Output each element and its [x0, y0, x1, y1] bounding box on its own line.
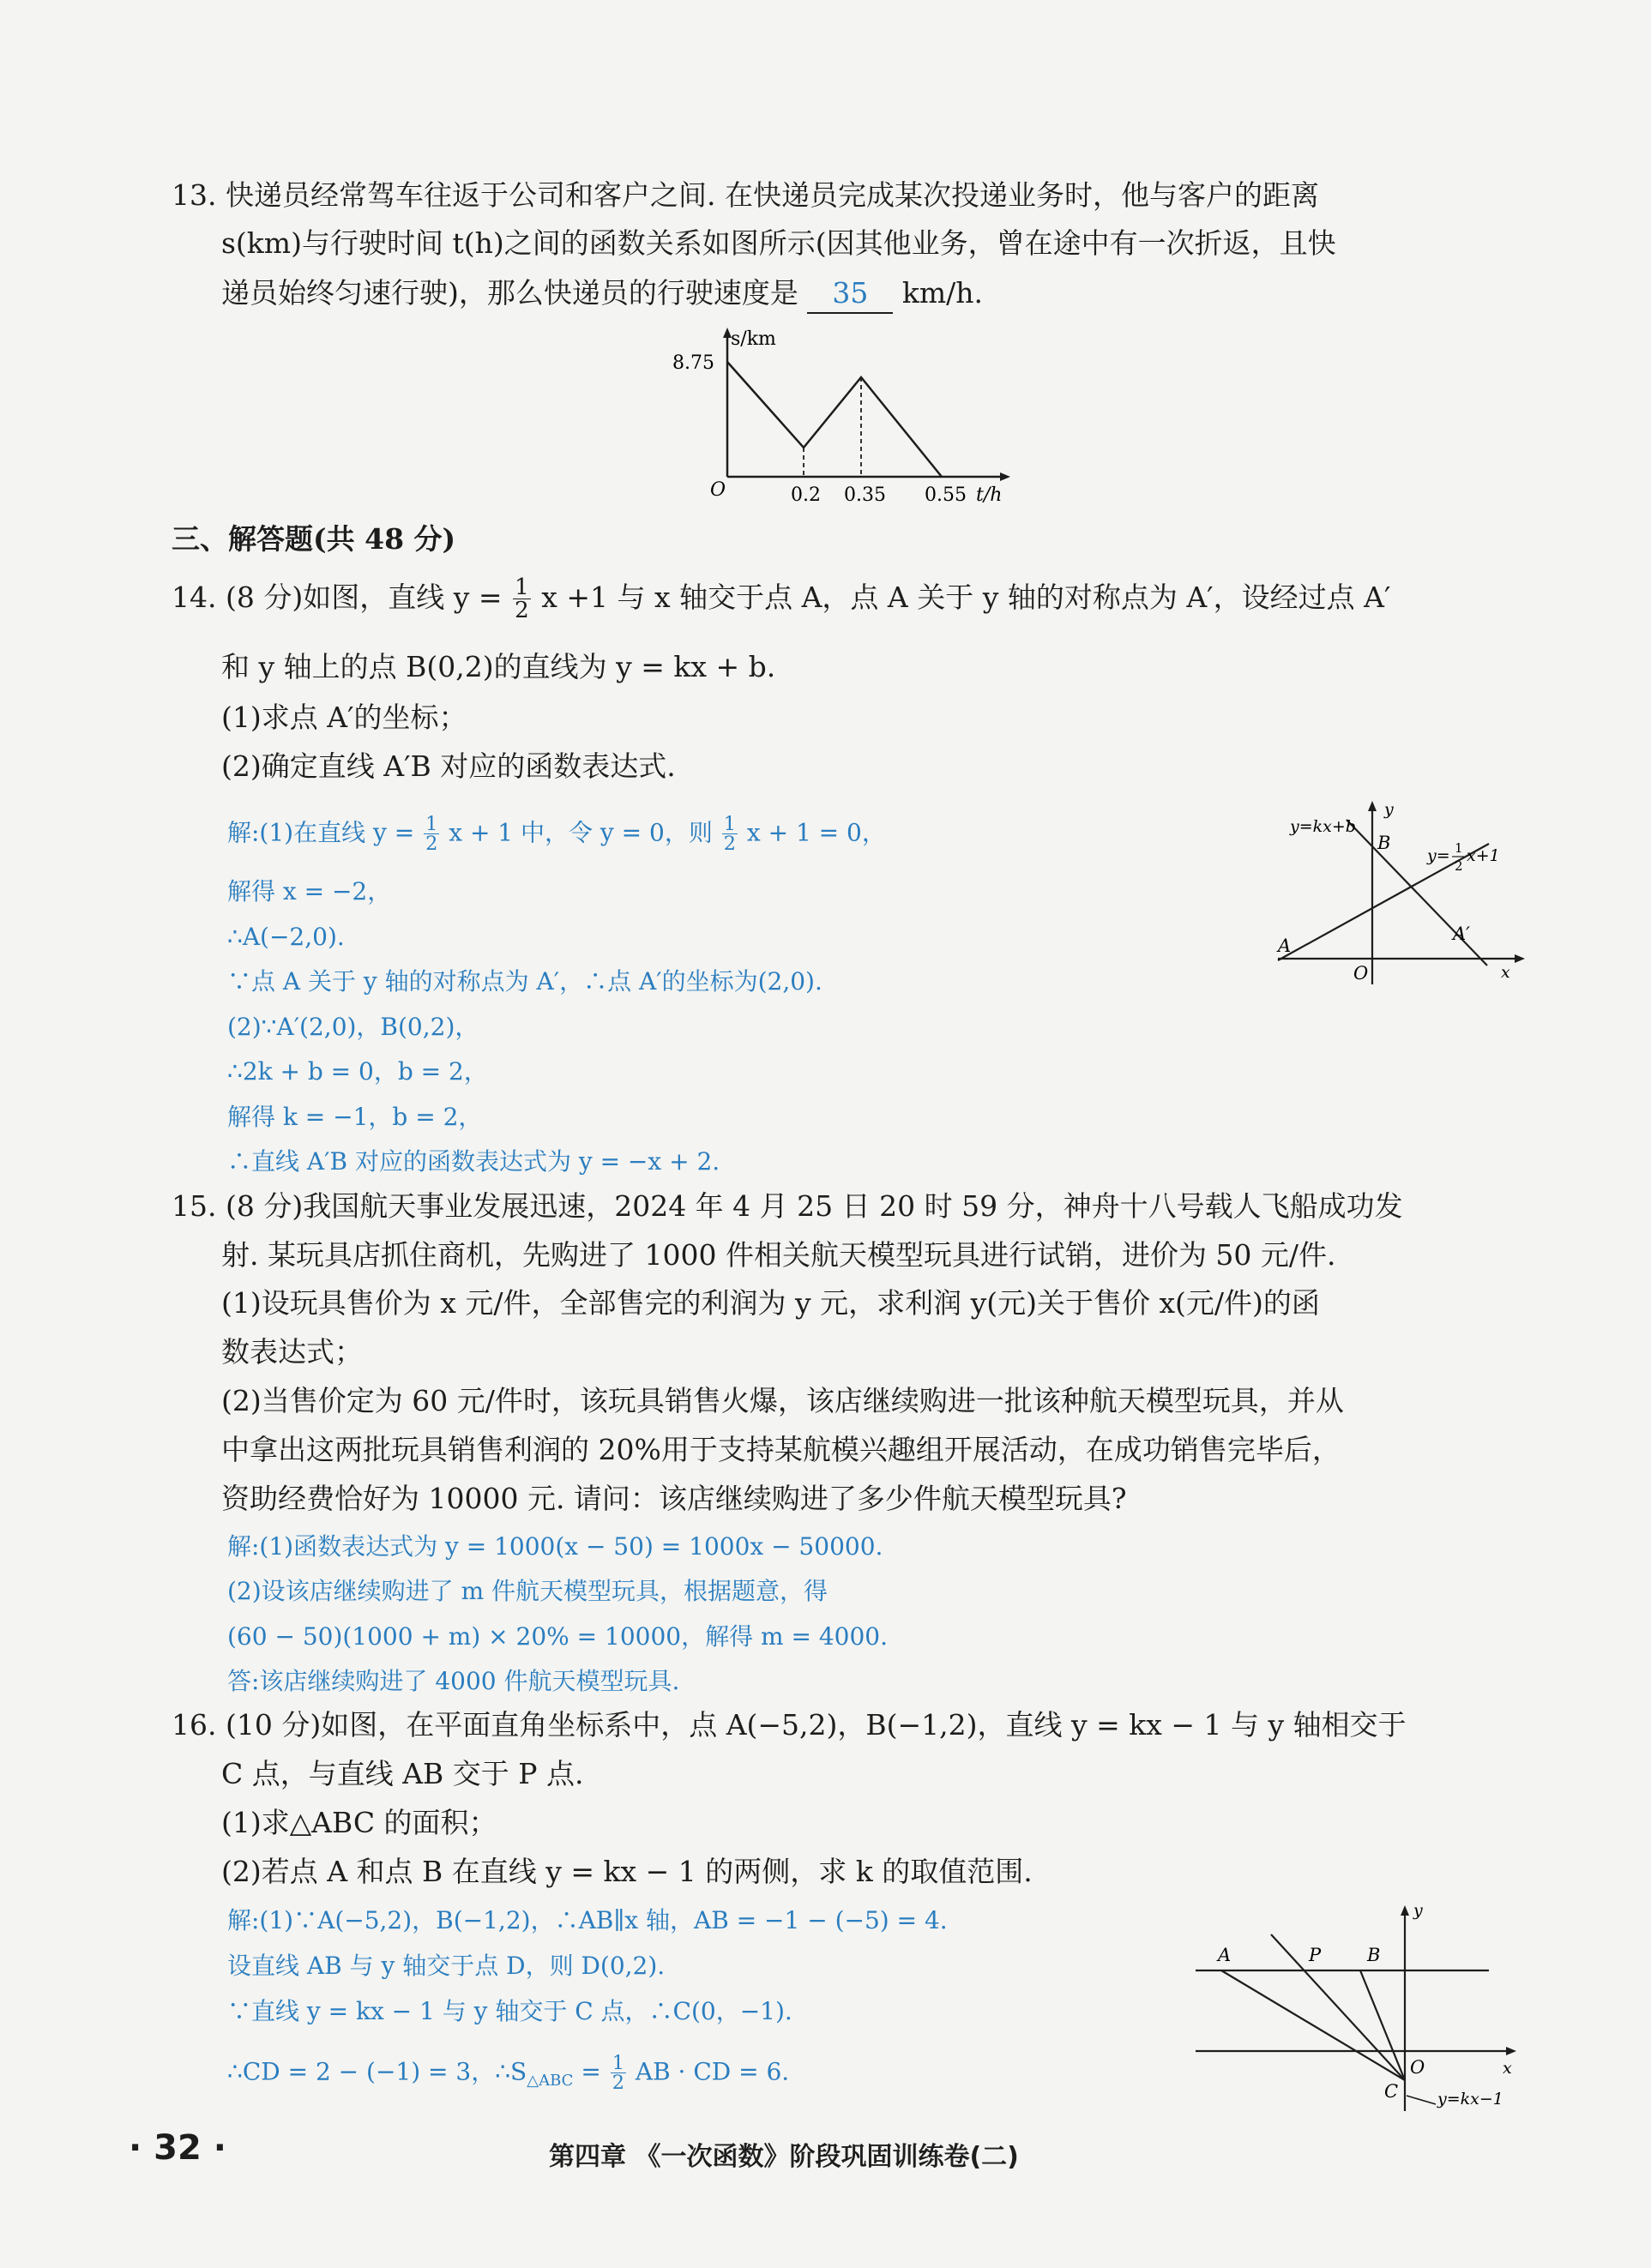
q14-label-y: y [1384, 800, 1394, 819]
q14-sol3: ∴A(−2,0). [227, 923, 345, 951]
page-number: · 32 · [129, 2128, 226, 2168]
q13-line1: 13. 快递员经常驾车往返于公司和客户之间. 在快递员完成某次投递业务时，他与客户的距离 [172, 178, 1319, 212]
q14-line1-pre: 14. (8 分)如图，直线 y = [172, 580, 503, 614]
q14-label-line2-num: 1 [1455, 840, 1463, 856]
q14-sol1-b: x + 1 中，令 y = 0，则 [449, 818, 713, 847]
q13-answer: 35 [807, 274, 893, 314]
q15-sol3: (60 − 50)(1000 + m) × 20% = 10000，解得 m = 4000. [227, 1622, 888, 1651]
q13-distance-line [727, 362, 942, 477]
q15-line5: (2)当售价定为 60 元/件时，该玩具销售火爆，该店继续购进一批该种航天模型玩具，并从 [221, 1384, 1344, 1417]
q14-sol1-frac2 [722, 815, 738, 854]
q14-sol4: ∵点 A 关于 y 轴的对称点为 A′，∴点 A′的坐标为(2,0). [227, 967, 822, 996]
chapter-title: 第四章 《一次函数》阶段巩固训练卷(二) [549, 2142, 1019, 2172]
q14-label-O: O [1353, 963, 1369, 984]
q14-sol5: (2)∵A′(2,0)，B(0,2)， [227, 1013, 479, 1041]
q14-sol1-c: x + 1 = 0， [746, 818, 886, 847]
q16-line-label: y=kx−1 [1437, 2090, 1503, 2109]
q14-y-arrow [1368, 801, 1377, 811]
q14-sol6: ∴2k + b = 0，b = 2， [227, 1057, 488, 1086]
q14-sol1 [227, 815, 886, 854]
q14-sol1-frac1-num: 1 [425, 813, 438, 835]
q14-label-line2-den: 2 [1455, 858, 1463, 874]
q16-label-x: x [1503, 2059, 1512, 2078]
q13-line2: s(km)与行驶时间 t(h)之间的函数关系如图所示(因其他业务，曾在途中有一次折返，且快 [221, 226, 1336, 260]
q14-line1 [172, 576, 1391, 623]
q13-x-tick-0: 0.2 [791, 484, 821, 506]
q16-sol1: 解:(1)∵A(−5,2)，B(−1,2)，∴AB∥x 轴，AB = −1 − (−5) = 4. [227, 1906, 948, 1934]
q14-graph [1269, 796, 1544, 993]
q14-label-line2-pre: y= [1427, 846, 1450, 865]
q16-label-A: A [1218, 1945, 1232, 1965]
q16-sol4 [227, 2054, 789, 2097]
q16-sol4-frac-den: 2 [612, 2072, 624, 2095]
q15-sol1: 解:(1)函数表达式为 y = 1000(x − 50) = 1000x − 50000. [227, 1532, 883, 1561]
q16-sol4-c: AB · CD = 6. [635, 2057, 790, 2086]
q13-line3 [221, 274, 983, 314]
q16-line-label-pointer [1407, 2096, 1436, 2104]
q13-y-label: s/km [731, 328, 776, 350]
q16-part2: (2)若点 A 和点 B 在直线 y = kx − 1 的两侧，求 k 的取值范围. [221, 1855, 1033, 1888]
q14-sol1-frac2-den: 2 [723, 833, 736, 856]
q16-line1: 16. (10 分)如图，在平面直角坐标系中，点 A(−5,2)，B(−1,2)，直线 y = kx − 1 与 y 轴相交于 [172, 1708, 1407, 1742]
q13-x-tick-2: 0.55 [925, 484, 967, 506]
q15-line7: 资助经费恰好为 10000 元. 请问：该店继续购进了多少件航天模型玩具? [221, 1482, 1127, 1515]
q14-x-arrow [1515, 954, 1525, 963]
q14-sol1-frac2-num: 1 [723, 813, 736, 835]
q14-label-x: x [1501, 963, 1510, 982]
q15-line1: 15. (8 分)我国航天事业发展迅速，2024 年 4 月 25 日 20 时 59 分，神舟十八号载人飞船成功发 [172, 1189, 1403, 1223]
q14-sol7: 解得 k = −1，b = 2， [227, 1103, 483, 1131]
q16-x-arrow [1506, 2047, 1516, 2055]
section-3-title: 三、解答题(共 48 分) [172, 522, 456, 556]
q15-line3: (1)设玩具售价为 x 元/件，全部售完的利润为 y 元，求利润 y(元)关于售价 x(元/件)的函 [221, 1286, 1320, 1320]
q14-line2: 和 y 轴上的点 B(0,2)的直线为 y = kx + b. [221, 650, 776, 683]
q16-line2: C 点，与直线 AB 交于 P 点. [221, 1757, 584, 1790]
q16-graph [1192, 1897, 1535, 2120]
q13-y-tick: 8.75 [672, 352, 714, 374]
q16-part1: (1)求△ABC 的面积； [221, 1806, 497, 1839]
q13-x-label: t/h [976, 484, 1003, 506]
q14-label-line2-post: x+1 [1467, 846, 1500, 865]
q16-sol3: ∵直线 y = kx − 1 与 y 轴交于 C 点，∴C(0，−1). [227, 1997, 792, 2025]
q14-frac-num: 1 [514, 574, 529, 600]
q16-sol4-b: = [581, 2057, 601, 2086]
q14-sol1-frac1-den: 2 [425, 833, 438, 856]
q16-sol2: 设直线 AB 与 y 轴交于点 D，则 D(0,2). [227, 1952, 666, 1980]
q13-line3-post: km/h. [901, 276, 984, 310]
q16-label-C: C [1384, 2081, 1399, 2102]
q16-label-O: O [1410, 2057, 1425, 2078]
q13-origin: O [710, 479, 726, 501]
q13-graph [669, 324, 1029, 513]
q15-line6: 中拿出这两批玩具销售利润的 20%用于支持某航模兴趣组开展活动，在成功销售完毕后， [221, 1433, 1341, 1466]
q13-line3-pre: 递员始终匀速行驶)，那么快递员的行驶速度是 [221, 276, 798, 310]
q14-sol8: ∴直线 A′B 对应的函数表达式为 y = −x + 2. [227, 1147, 720, 1176]
q16-y-arrow [1401, 1905, 1409, 1916]
q15-sol2: (2)设该店继续购进了 m 件航天模型玩具，根据题意，得 [227, 1577, 829, 1605]
q16-sol4-sub: △ABC [527, 2072, 574, 2090]
q14-label-B: B [1377, 833, 1391, 853]
q16-sol4-frac [611, 2054, 626, 2093]
q13-x-tick-1: 0.35 [844, 484, 886, 506]
q16-line-kx-minus-1 [1271, 1934, 1405, 2080]
q15-sol4: 答:该店继续购进了 4000 件航天模型玩具. [227, 1667, 680, 1695]
q14-part1: (1)求点 A′的坐标； [221, 701, 467, 734]
q16-label-y: y [1413, 1901, 1423, 1920]
q14-frac-den: 2 [514, 597, 529, 624]
q16-line-BC [1360, 1970, 1405, 2080]
q14-label-line1: y=kx+b [1290, 817, 1356, 836]
q16-sol4-frac-num: 1 [612, 2052, 624, 2074]
q14-part2: (2)确定直线 A′B 对应的函数表达式. [221, 749, 676, 783]
q16-line-AC [1221, 1970, 1405, 2080]
q16-sol4-a: ∴CD = 2 − (−1) = 3，∴S [227, 2057, 527, 2086]
q14-sol2: 解得 x = −2， [227, 877, 392, 905]
q14-sol1-frac1 [424, 815, 439, 854]
q14-label-A: A [1278, 935, 1292, 956]
q14-label-A-prime: A′ [1453, 923, 1470, 944]
q14-line1-post: x +1 与 x 轴交于点 A，点 A 关于 y 轴的对称点为 A′，设经过点 A′ [541, 580, 1391, 614]
q16-label-B: B [1367, 1945, 1381, 1965]
q16-label-P: P [1309, 1945, 1322, 1965]
q15-line4: 数表达式； [221, 1335, 363, 1369]
q14-sol1-a: 解:(1)在直线 y = [227, 818, 415, 847]
q14-fraction [513, 576, 531, 623]
q15-line2: 射. 某玩具店抓住商机，先购进了 1000 件相关航天模型玩具进行试销，进价为 50 元/件. [221, 1238, 1336, 1272]
q13-x-arrow [1000, 472, 1010, 481]
